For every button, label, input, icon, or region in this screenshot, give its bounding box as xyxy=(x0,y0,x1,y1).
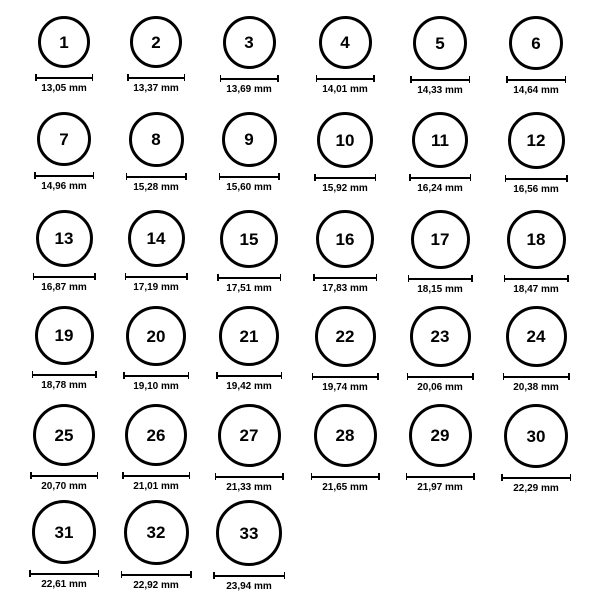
ring-size-cell xyxy=(24,16,104,94)
measure-tick-left xyxy=(407,373,409,380)
measure-tick-right xyxy=(282,473,284,480)
measure-tick-right xyxy=(97,472,99,479)
ring-diameter-value: 21,33 mm xyxy=(226,482,272,493)
measure-line xyxy=(32,374,97,376)
diameter-measure-bar xyxy=(30,472,98,479)
measure-tick-right xyxy=(469,76,471,83)
measure-tick-right xyxy=(281,372,283,379)
measure-tick-left xyxy=(30,472,32,479)
measure-line xyxy=(501,477,571,479)
diameter-measure-bar xyxy=(213,572,285,579)
ring-size-label: 29 xyxy=(430,426,450,445)
measure-tick-left xyxy=(123,372,125,379)
measure-tick-left xyxy=(220,75,222,82)
ring-size-cell xyxy=(209,404,289,493)
measure-tick-right xyxy=(98,570,100,577)
ring-size-label: 6 xyxy=(531,33,541,53)
diameter-measure-bar xyxy=(219,173,280,180)
diameter-measure-bar xyxy=(215,473,284,480)
ring-circle xyxy=(410,306,471,367)
ring-diameter-value: 15,60 mm xyxy=(226,182,272,193)
measure-line xyxy=(217,277,281,279)
diameter-measure-bar xyxy=(126,173,187,180)
measure-line xyxy=(406,476,475,478)
diameter-measure-bar xyxy=(506,76,566,83)
measure-tick-right xyxy=(378,473,380,480)
measure-tick-right xyxy=(470,174,472,181)
ring-size-cell xyxy=(305,306,385,393)
diameter-measure-bar xyxy=(313,274,377,281)
diameter-measure-bar xyxy=(127,74,185,81)
diameter-measure-bar xyxy=(312,373,379,380)
measure-line xyxy=(215,476,284,478)
diameter-measure-bar xyxy=(216,372,282,379)
measure-tick-left xyxy=(213,572,215,579)
diameter-measure-bar xyxy=(314,174,376,181)
ring-circle xyxy=(317,112,373,168)
ring-diameter-value: 17,51 mm xyxy=(226,283,272,294)
ring-size-cell xyxy=(209,306,289,392)
ring-size-cell xyxy=(116,500,196,591)
ring-circle xyxy=(411,210,470,269)
ring-circle xyxy=(218,404,281,467)
ring-size-cell xyxy=(496,16,576,96)
measure-line xyxy=(30,475,98,477)
ring-diameter-value: 19,42 mm xyxy=(226,381,272,392)
measure-line xyxy=(122,475,190,477)
ring-size-label: 16 xyxy=(335,229,355,249)
measure-tick-left xyxy=(122,472,124,479)
measure-tick-right xyxy=(189,472,191,479)
ring-size-label: 8 xyxy=(151,130,161,149)
ring-size-cell xyxy=(24,112,104,192)
measure-tick-right xyxy=(565,76,567,83)
measure-tick-right xyxy=(93,172,95,179)
ring-size-cell xyxy=(305,16,385,95)
measure-tick-right xyxy=(186,273,188,280)
diameter-measure-bar xyxy=(503,373,570,380)
measure-line xyxy=(504,278,569,280)
measure-line xyxy=(313,277,377,279)
measure-tick-right xyxy=(377,373,379,380)
ring-size-label: 27 xyxy=(239,426,259,445)
ring-size-label: 24 xyxy=(526,327,546,346)
ring-diameter-value: 21,97 mm xyxy=(417,482,463,493)
ring-diameter-value: 18,78 mm xyxy=(41,380,87,391)
ring-size-cell xyxy=(116,306,196,392)
ring-size-cell xyxy=(496,112,576,195)
ring-size-cell xyxy=(305,210,385,294)
measure-line xyxy=(407,376,474,378)
ring-size-label: 21 xyxy=(239,326,259,346)
ring-size-label: 14 xyxy=(146,229,166,248)
measure-tick-left xyxy=(216,372,218,379)
ring-size-cell xyxy=(24,500,104,590)
ring-circle xyxy=(316,210,374,268)
ring-diameter-value: 21,65 mm xyxy=(322,482,368,493)
ring-size-cell xyxy=(496,306,576,393)
ring-size-cell xyxy=(209,500,289,592)
ring-circle xyxy=(124,500,189,565)
measure-tick-right xyxy=(373,75,375,82)
ring-size-cell xyxy=(496,404,576,494)
ring-size-cell xyxy=(116,404,196,492)
measure-tick-right xyxy=(567,275,569,282)
ring-diameter-value: 13,05 mm xyxy=(41,83,87,94)
measure-tick-left xyxy=(504,275,506,282)
ring-size-cell xyxy=(400,16,480,96)
measure-tick-left xyxy=(313,274,315,281)
ring-diameter-value: 16,24 mm xyxy=(417,183,463,194)
ring-size-cell xyxy=(24,404,104,492)
measure-line xyxy=(125,276,188,278)
diameter-measure-bar xyxy=(406,473,475,480)
ring-circle xyxy=(33,404,95,466)
diameter-measure-bar xyxy=(311,473,380,480)
ring-diameter-value: 21,01 mm xyxy=(133,481,179,492)
measure-tick-left xyxy=(503,373,505,380)
measure-tick-left xyxy=(501,474,503,481)
diameter-measure-bar xyxy=(35,74,93,81)
measure-tick-right xyxy=(471,275,473,282)
ring-size-cell xyxy=(209,210,289,294)
measure-tick-left xyxy=(215,473,217,480)
ring-diameter-value: 19,74 mm xyxy=(322,382,368,393)
measure-tick-right xyxy=(570,474,572,481)
measure-line xyxy=(506,79,566,81)
ring-size-label: 9 xyxy=(244,130,254,149)
ring-diameter-value: 13,37 mm xyxy=(133,83,179,94)
diameter-measure-bar xyxy=(505,175,568,182)
ring-diameter-value: 18,15 mm xyxy=(417,284,463,295)
ring-circle xyxy=(508,112,565,169)
diameter-measure-bar xyxy=(407,373,474,380)
diameter-measure-bar xyxy=(125,273,188,280)
ring-size-cell xyxy=(116,16,196,94)
measure-tick-right xyxy=(278,173,280,180)
ring-size-label: 33 xyxy=(239,523,259,543)
ring-size-label: 3 xyxy=(244,33,254,52)
ring-size-label: 25 xyxy=(54,425,74,445)
ring-circle xyxy=(35,306,94,365)
ring-diameter-value: 14,33 mm xyxy=(417,85,463,96)
ring-diameter-value: 22,29 mm xyxy=(513,483,559,494)
measure-tick-right xyxy=(375,174,377,181)
diameter-measure-bar xyxy=(34,172,94,179)
ring-circle xyxy=(314,404,377,467)
ring-size-label: 4 xyxy=(340,33,350,52)
measure-tick-left xyxy=(409,174,411,181)
ring-diameter-value: 16,56 mm xyxy=(513,184,559,195)
diameter-measure-bar xyxy=(217,274,281,281)
measure-tick-left xyxy=(406,473,408,480)
measure-line xyxy=(314,177,376,179)
ring-circle xyxy=(32,500,96,564)
measure-tick-left xyxy=(311,473,313,480)
ring-diameter-value: 15,92 mm xyxy=(322,183,368,194)
ring-diameter-value: 17,19 mm xyxy=(133,282,179,293)
ring-circle xyxy=(504,404,568,468)
ring-size-label: 15 xyxy=(239,229,259,249)
ring-size-label: 18 xyxy=(526,230,546,249)
measure-tick-right xyxy=(94,273,96,280)
ring-circle xyxy=(219,306,279,366)
diameter-measure-bar xyxy=(408,275,473,282)
ring-size-label: 26 xyxy=(146,425,166,445)
ring-size-label: 7 xyxy=(59,129,69,149)
ring-size-cell xyxy=(116,210,196,293)
ring-size-label: 20 xyxy=(146,326,166,346)
measure-tick-right xyxy=(184,74,186,81)
measure-tick-right xyxy=(472,373,474,380)
ring-circle xyxy=(129,112,184,167)
diameter-measure-bar xyxy=(501,474,571,481)
ring-circle xyxy=(506,306,567,367)
ring-circle xyxy=(319,16,372,69)
measure-line xyxy=(127,77,185,79)
ring-size-label: 13 xyxy=(54,229,74,248)
measure-line xyxy=(33,276,96,278)
ring-circle xyxy=(38,16,90,68)
ring-size-label: 17 xyxy=(430,230,450,249)
diameter-measure-bar xyxy=(121,571,192,578)
measure-tick-left xyxy=(506,76,508,83)
ring-size-cell xyxy=(400,404,480,493)
ring-diameter-value: 19,10 mm xyxy=(133,381,179,392)
measure-tick-right xyxy=(376,274,378,281)
measure-line xyxy=(213,575,285,577)
ring-size-cell xyxy=(209,112,289,193)
ring-diameter-value: 15,28 mm xyxy=(133,182,179,193)
measure-line xyxy=(312,376,379,378)
diameter-measure-bar xyxy=(122,472,190,479)
ring-size-cell xyxy=(400,112,480,194)
ring-circle xyxy=(130,16,182,68)
measure-line xyxy=(35,77,93,79)
ring-size-cell xyxy=(496,210,576,295)
ring-size-label: 32 xyxy=(146,523,166,542)
ring-size-cell xyxy=(305,404,385,493)
measure-tick-right xyxy=(190,571,192,578)
measure-tick-left xyxy=(29,570,31,577)
ring-circle xyxy=(412,112,468,168)
ring-size-label: 22 xyxy=(335,327,355,346)
measure-line xyxy=(311,476,380,478)
ring-size-label: 12 xyxy=(526,131,546,150)
ring-size-cell xyxy=(305,112,385,194)
ring-size-label: 28 xyxy=(335,426,355,445)
ring-circle xyxy=(126,306,186,366)
ring-diameter-value: 23,94 mm xyxy=(226,581,272,592)
measure-line xyxy=(409,177,471,179)
ring-size-cell xyxy=(400,306,480,393)
measure-tick-left xyxy=(217,274,219,281)
ring-size-cell xyxy=(209,16,289,95)
ring-size-label: 1 xyxy=(59,32,69,52)
measure-tick-left xyxy=(312,373,314,380)
ring-size-label: 31 xyxy=(54,522,74,542)
ring-diameter-value: 14,01 mm xyxy=(322,84,368,95)
ring-size-label: 5 xyxy=(435,33,445,53)
ring-circle xyxy=(216,500,282,566)
ring-diameter-value: 20,38 mm xyxy=(513,382,559,393)
measure-line xyxy=(408,278,473,280)
measure-line xyxy=(29,573,99,575)
measure-line xyxy=(126,176,187,178)
measure-tick-right xyxy=(277,75,279,82)
ring-diameter-value: 14,96 mm xyxy=(41,181,87,192)
measure-tick-left xyxy=(219,173,221,180)
diameter-measure-bar xyxy=(33,273,96,280)
ring-diameter-value: 13,69 mm xyxy=(226,84,272,95)
ring-diameter-value: 20,06 mm xyxy=(417,382,463,393)
ring-size-cell xyxy=(400,210,480,295)
diameter-measure-bar xyxy=(504,275,569,282)
ring-circle xyxy=(125,404,187,466)
diameter-measure-bar xyxy=(220,75,279,82)
ring-diameter-value: 20,70 mm xyxy=(41,481,87,492)
measure-tick-right xyxy=(188,372,190,379)
ring-circle xyxy=(37,112,91,166)
ring-circle xyxy=(509,16,563,70)
ring-size-label: 2 xyxy=(151,32,161,52)
ring-diameter-value: 22,92 mm xyxy=(133,580,179,591)
ring-diameter-value: 22,61 mm xyxy=(41,579,87,590)
measure-tick-right xyxy=(568,373,570,380)
ring-size-cell xyxy=(24,210,104,293)
measure-line xyxy=(121,574,192,576)
measure-tick-left xyxy=(127,74,129,81)
measure-tick-left xyxy=(505,175,507,182)
ring-circle xyxy=(220,210,278,268)
measure-line xyxy=(219,176,280,178)
measure-line xyxy=(316,78,375,80)
ring-diameter-value: 18,47 mm xyxy=(513,284,559,295)
ring-size-label: 30 xyxy=(526,426,546,446)
measure-tick-right xyxy=(185,173,187,180)
measure-tick-right xyxy=(92,74,94,81)
measure-line xyxy=(216,375,282,377)
measure-line xyxy=(220,78,279,80)
diameter-measure-bar xyxy=(29,570,99,577)
ring-size-cell xyxy=(24,306,104,391)
measure-tick-right xyxy=(280,274,282,281)
diameter-measure-bar xyxy=(123,372,189,379)
ring-size-label: 19 xyxy=(54,326,74,345)
measure-line xyxy=(505,178,568,180)
measure-tick-right xyxy=(473,473,475,480)
measure-tick-left xyxy=(33,273,35,280)
ring-size-cell xyxy=(116,112,196,193)
ring-circle xyxy=(315,306,376,367)
measure-line xyxy=(34,175,94,177)
ring-circle xyxy=(413,16,467,70)
ring-size-label: 11 xyxy=(431,130,449,150)
ring-circle xyxy=(223,16,276,69)
measure-tick-left xyxy=(35,74,37,81)
measure-tick-left xyxy=(121,571,123,578)
diameter-measure-bar xyxy=(409,174,471,181)
measure-line xyxy=(123,375,189,377)
measure-tick-left xyxy=(126,173,128,180)
ring-circle xyxy=(128,210,185,267)
ring-diameter-value: 16,87 mm xyxy=(41,282,87,293)
measure-tick-right xyxy=(95,371,97,378)
measure-tick-left xyxy=(32,371,34,378)
diameter-measure-bar xyxy=(316,75,375,82)
diameter-measure-bar xyxy=(32,371,97,378)
ring-size-label: 23 xyxy=(430,327,450,346)
measure-tick-left xyxy=(34,172,36,179)
measure-tick-right xyxy=(284,572,286,579)
measure-tick-left xyxy=(314,174,316,181)
measure-tick-left xyxy=(125,273,127,280)
ring-circle xyxy=(507,210,566,269)
ring-circle xyxy=(409,404,472,467)
ring-diameter-value: 14,64 mm xyxy=(513,85,559,96)
measure-tick-left xyxy=(410,76,412,83)
ring-size-label: 10 xyxy=(335,130,355,150)
measure-line xyxy=(503,376,570,378)
ring-diameter-value: 17,83 mm xyxy=(322,283,368,294)
measure-tick-left xyxy=(316,75,318,82)
measure-line xyxy=(410,79,470,81)
ring-circle xyxy=(222,112,277,167)
diameter-measure-bar xyxy=(410,76,470,83)
measure-tick-left xyxy=(408,275,410,282)
measure-tick-right xyxy=(566,175,568,182)
ring-circle xyxy=(36,210,93,267)
